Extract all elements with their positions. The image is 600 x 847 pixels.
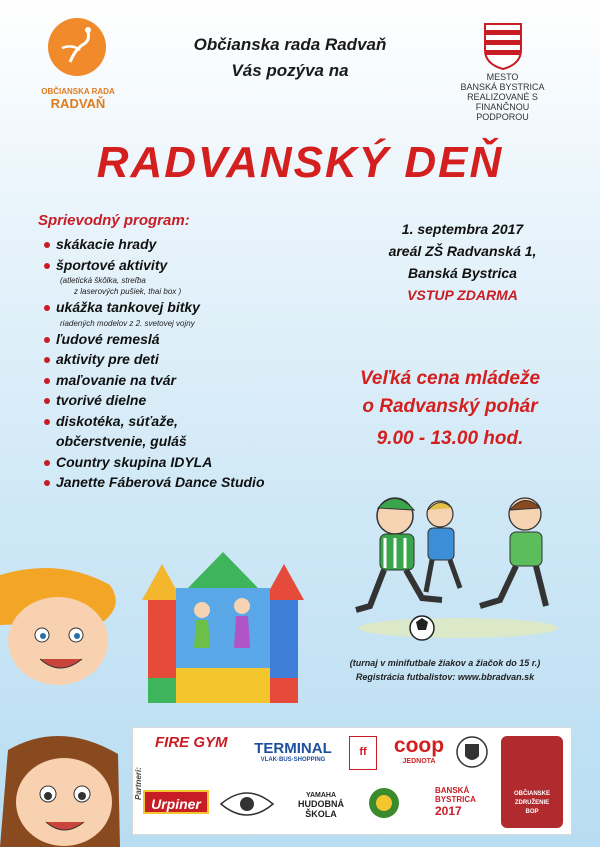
program-item: aktivity pre deti (42, 349, 342, 370)
registration-text: Registrácia futbalistov: www.bbradvan.sk (355, 672, 535, 682)
hudobna-skola-logo: YAMAHA HUDOBNÁ ŠKOLA (298, 792, 344, 819)
org-logo-line1: OBČIANSKA RADA (41, 87, 115, 96)
org-logo-text (36, 86, 120, 110)
invitation-header (140, 32, 440, 84)
org-logo-line2: RADVAŇ (50, 96, 106, 111)
city-name-line2: BANSKÁ BYSTRICA (460, 82, 545, 92)
program-item: Country skupina IDYLA (42, 452, 342, 473)
smiling-boy-illustration (0, 565, 125, 685)
prize-line2: o Radvanský pohár (362, 396, 538, 417)
green-emblem-icon (367, 786, 401, 820)
obcianska-rada-logo (48, 18, 106, 76)
partners-panel (132, 727, 572, 835)
program-heading: Sprievodný program: (38, 212, 190, 229)
program-list (42, 234, 342, 493)
prize-block (305, 365, 595, 453)
program-item: ľudové remeslá (42, 329, 342, 350)
prize-time: 9.00 - 13.00 hod. (376, 428, 524, 449)
invite-line1: Občianska rada Radvaň (193, 35, 387, 54)
program-item: ukážka tankovej bitky riadených modelov z 2. svetovej vojny (42, 297, 342, 329)
program-item-detail: (atletická škôlka, streľba (60, 276, 146, 285)
program-item: tvorivé dielne (42, 390, 342, 411)
prize-line1: Veľká cena mládeže (359, 368, 541, 389)
event-title: RADVANSKÝ DEŇ (96, 138, 504, 187)
event-entry: VSTUP ZDARMA (407, 287, 518, 303)
banska-bystrica-2017-logo: BANSKÁ BYSTRICA 2017 (435, 786, 476, 818)
tournament-info (300, 656, 590, 684)
city-name-line1: MESTO (486, 72, 519, 82)
program-item: maľovanie na tvár (42, 370, 342, 391)
banska-bystrica-coat-of-arms-icon (483, 22, 523, 70)
fire-gym-logo: FIRE GYM (155, 734, 228, 751)
city-support-line2: PODPOROU (476, 112, 529, 122)
ff-logo: ff (349, 736, 377, 770)
coop-jednota-logo: coop JEDNOTA (393, 734, 445, 765)
event-info (350, 218, 575, 306)
program-item: Janette Fáberová Dance Studio (42, 472, 342, 493)
partners-label: Partneri: (134, 767, 143, 800)
program-item: športové aktivity (atletická škôlka, streľba z laserových pušiek, thai box ) (42, 255, 342, 298)
event-place-line1: areál ZŠ Radvanská 1, (388, 243, 537, 259)
obcianske-zdruzenie-logo: OBČIANSKE ZDRUŽENIE BOP (501, 736, 563, 828)
program-item-detail: riadených modelov z 2. svetovej vojny (60, 318, 195, 328)
program-item-detail: z laserových pušiek, thai box ) (74, 287, 182, 296)
invite-line2: Vás pozýva na (231, 61, 349, 80)
runner-icon (48, 18, 106, 76)
city-support-line1: REALIZOVANÉ S FINANČNOU (467, 92, 538, 112)
urpiner-logo: Urpiner (143, 790, 209, 814)
bouncy-castle-illustration (138, 548, 308, 708)
event-place-line2: Banská Bystrica (408, 265, 517, 281)
tournament-note: (turnaj v minifutbale žiakov a žiačok do 15 r.) (349, 658, 541, 668)
city-support-text (440, 72, 565, 122)
sport-club-logo-icon (217, 782, 277, 826)
program-item: diskotéka, súťaže, občerstvenie, guláš (42, 411, 342, 452)
smiling-girl-illustration (0, 730, 128, 847)
event-date: 1. septembra 2017 (401, 221, 524, 237)
crest-icon (455, 734, 489, 770)
terminal-logo: TERMINAL VLAK·BUS·SHOPPING (254, 740, 332, 763)
program-item: skákacie hrady (42, 234, 342, 255)
football-players-illustration (350, 488, 560, 648)
